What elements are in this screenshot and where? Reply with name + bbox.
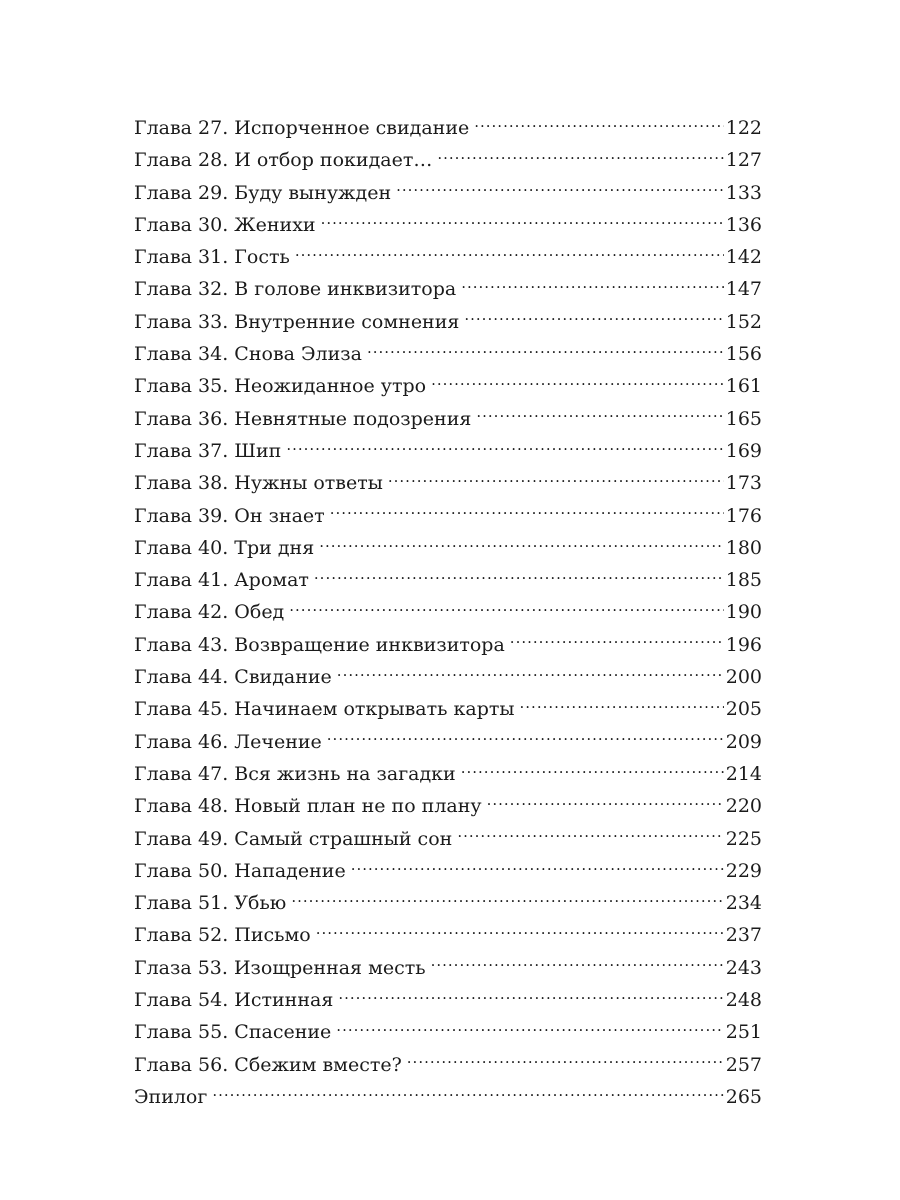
dot-leader	[330, 503, 724, 522]
toc-entry	[134, 177, 762, 209]
page-number: 147	[725, 278, 762, 301]
toc-entry	[134, 273, 762, 305]
chapter-title: Глава 47. Вся жизнь на загадки	[134, 762, 456, 785]
toc-entry	[134, 1016, 762, 1048]
dot-leader	[388, 470, 724, 489]
dot-leader	[336, 1019, 723, 1038]
chapter-title: Глава 41. Аромат	[134, 569, 309, 592]
dot-leader	[520, 696, 724, 715]
dot-leader	[431, 955, 724, 974]
chapter-title: Глава 40. Три дня	[134, 536, 315, 559]
chapter-title: Глава 50. Нападение	[134, 859, 346, 882]
dot-leader	[321, 212, 724, 231]
page-number: 234	[725, 892, 762, 915]
page-number: 200	[725, 666, 762, 689]
dot-leader	[327, 729, 724, 748]
chapter-title: Глава 28. И отбор покидает…	[134, 149, 433, 172]
dot-leader	[289, 599, 723, 618]
chapter-title: Эпилог	[134, 1085, 208, 1108]
chapter-title: Глава 46. Лечение	[134, 730, 322, 753]
toc-entry	[134, 467, 762, 499]
dot-leader	[351, 858, 724, 877]
page-number: 229	[725, 859, 762, 882]
toc-entry	[134, 500, 762, 532]
page-number: 257	[725, 1053, 762, 1076]
dot-leader	[431, 373, 724, 392]
chapter-title: Глава 55. Спасение	[134, 1021, 332, 1044]
chapter-title: Глава 44. Свидание	[134, 666, 332, 689]
page-number: 165	[725, 407, 762, 430]
chapter-title: Глава 34. Снова Элиза	[134, 343, 362, 366]
toc-entry	[134, 435, 762, 467]
page-number: 142	[725, 246, 762, 269]
page-number: 220	[725, 795, 762, 818]
page-number: 136	[725, 213, 762, 236]
chapter-title: Глава 29. Буду вынужден	[134, 181, 392, 204]
chapter-title: Глава 31. Гость	[134, 246, 290, 269]
dot-leader	[476, 406, 723, 425]
page-number: 122	[725, 117, 762, 139]
chapter-title: Глава 48. Новый план не по плану	[134, 795, 482, 818]
dot-leader	[286, 438, 723, 457]
toc-entry	[134, 306, 762, 338]
dot-leader	[367, 341, 724, 360]
toc-entry	[134, 532, 762, 564]
toc-entry	[134, 823, 762, 855]
page-number: 180	[725, 536, 762, 559]
toc-entry	[134, 984, 762, 1016]
page-number: 190	[725, 601, 762, 624]
chapter-title: Глава 52. Письмо	[134, 924, 311, 947]
toc-entry	[134, 338, 762, 370]
page-number: 265	[725, 1085, 762, 1108]
toc-entry	[134, 241, 762, 273]
toc-entry	[134, 887, 762, 919]
toc-entry	[134, 209, 762, 241]
chapter-title: Глава 30. Женихи	[134, 213, 316, 236]
dot-leader	[510, 632, 724, 651]
page-number: 185	[725, 569, 762, 592]
page-number: 237	[725, 924, 762, 947]
toc-entry	[134, 661, 762, 693]
page-number: 176	[725, 504, 762, 527]
toc-entry	[134, 1049, 762, 1081]
toc-entry	[134, 855, 762, 887]
page-number: 173	[725, 472, 762, 495]
toc-entry	[134, 790, 762, 822]
page-number: 196	[725, 633, 762, 656]
toc-entry	[134, 726, 762, 758]
dot-leader	[474, 115, 724, 134]
page-number: 156	[725, 343, 762, 366]
chapter-title: Глава 39. Он знает	[134, 504, 325, 527]
toc-entry	[134, 403, 762, 435]
chapter-title: Глава 42. Обед	[134, 601, 285, 624]
chapter-title: Глава 38. Нужны ответы	[134, 472, 383, 495]
page-number: 169	[725, 439, 762, 462]
chapter-title: Глава 33. Внутренние сомнения	[134, 310, 460, 333]
chapter-title: Глава 43. Возвращение инквизитора	[134, 633, 505, 656]
dot-leader	[337, 664, 724, 683]
dot-leader	[338, 987, 723, 1006]
chapter-title: Глава 32. В голове инквизитора	[134, 278, 457, 301]
chapter-title: Глава 36. Невнятные подозрения	[134, 407, 472, 430]
dot-leader	[457, 826, 723, 845]
chapter-title: Глава 56. Сбежим вместе?	[134, 1053, 402, 1076]
page-number: 152	[725, 310, 762, 333]
dot-leader	[212, 1084, 723, 1103]
toc-entry	[134, 758, 762, 790]
dot-leader	[437, 147, 723, 166]
chapter-title: Глаза 53. Изощренная месть	[134, 956, 426, 979]
chapter-title: Глава 35. Неожиданное утро	[134, 375, 427, 398]
toc-entry	[134, 144, 762, 176]
toc-entry	[134, 596, 762, 628]
toc-entry	[134, 370, 762, 402]
chapter-title: Глава 27. Испорченное свидание	[134, 117, 470, 139]
toc-entry	[134, 952, 762, 984]
chapter-title: Глава 37. Шип	[134, 439, 282, 462]
page-number: 209	[725, 730, 762, 753]
page-number: 205	[725, 698, 762, 721]
toc-entry	[134, 693, 762, 725]
dot-leader	[314, 567, 724, 586]
dot-leader	[487, 793, 724, 812]
dot-leader	[464, 309, 723, 328]
page-number: 214	[725, 762, 762, 785]
dot-leader	[461, 761, 724, 780]
page-number: 161	[725, 375, 762, 398]
chapter-title: Глава 51. Убью	[134, 892, 287, 915]
toc-entry	[134, 919, 762, 951]
dot-leader	[316, 922, 724, 941]
page-number: 243	[725, 956, 762, 979]
dot-leader	[319, 535, 724, 554]
toc-entry	[134, 112, 762, 144]
chapter-title: Глава 45. Начинаем открывать карты	[134, 698, 515, 721]
dot-leader	[295, 244, 724, 263]
toc-entry	[134, 564, 762, 596]
chapter-title: Глава 54. Истинная	[134, 989, 334, 1012]
page-number: 127	[725, 149, 762, 172]
toc-entry	[134, 629, 762, 661]
page-number: 133	[725, 181, 762, 204]
page-number: 248	[725, 989, 762, 1012]
table-of-contents	[134, 112, 762, 1113]
dot-leader	[291, 890, 723, 909]
dot-leader	[396, 180, 724, 199]
chapter-title: Глава 49. Самый страшный сон	[134, 827, 453, 850]
dot-leader	[407, 1052, 724, 1071]
page-number: 251	[725, 1021, 762, 1044]
toc-entry	[134, 1081, 762, 1113]
dot-leader	[461, 276, 724, 295]
page-number: 225	[725, 827, 762, 850]
